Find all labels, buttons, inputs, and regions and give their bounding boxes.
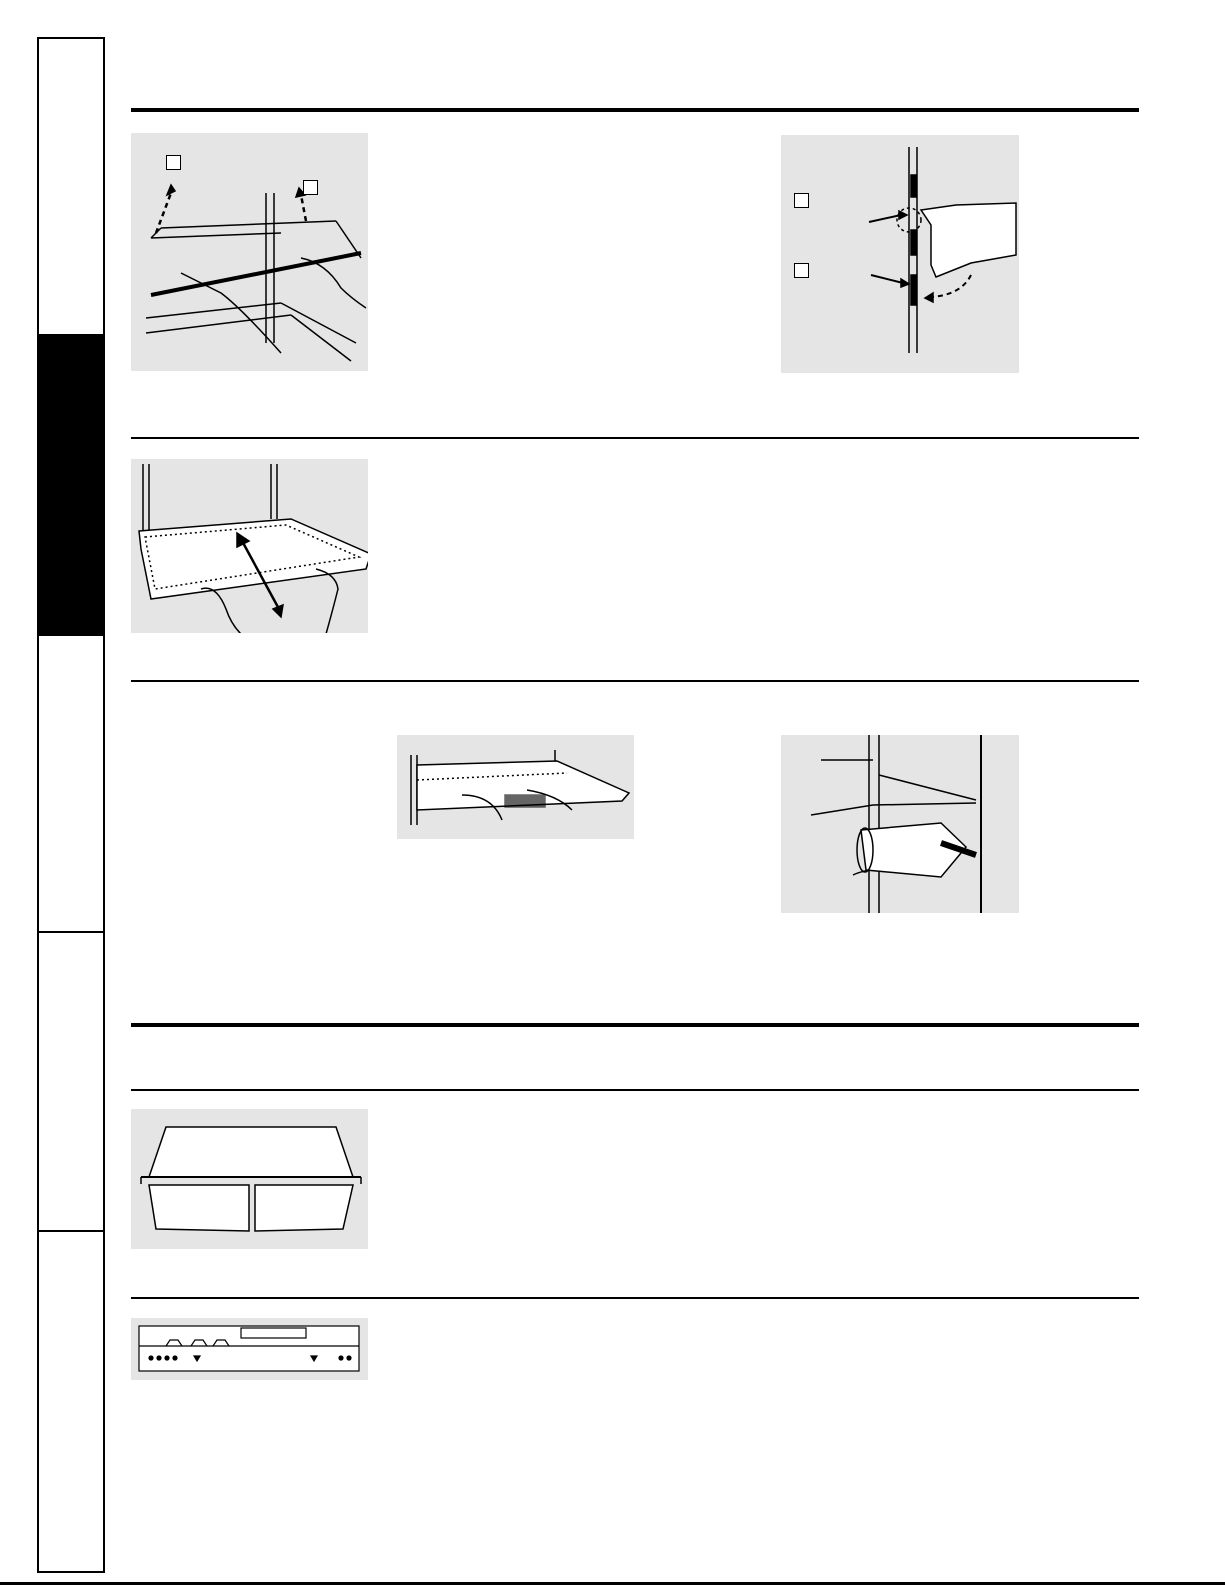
side-tab-1[interactable]	[39, 39, 103, 336]
humidity-control-illustration	[131, 1318, 368, 1380]
slide-out-shelf-illustration	[131, 459, 368, 633]
section-rule-slide-out	[131, 437, 1139, 439]
side-tab-3[interactable]	[39, 636, 103, 933]
section-rule-quick-space	[131, 680, 1139, 682]
side-tab-5[interactable]	[39, 1232, 103, 1571]
section-rule-humidity	[131, 1297, 1139, 1299]
quick-space-shelf-illustration	[397, 735, 634, 839]
wine-rack-illustration	[781, 735, 1019, 913]
shelf-hook-detail-illustration	[781, 135, 1019, 373]
section-rule-shelves	[131, 108, 1139, 112]
callout-box-step-1	[166, 155, 181, 170]
callout-box-step-2	[303, 180, 318, 195]
callout-box-lower-hook	[794, 263, 809, 278]
side-tab-navigation	[37, 37, 105, 1573]
crisper-drawers-illustration	[131, 1109, 368, 1249]
section-rule-drawers	[131, 1023, 1139, 1027]
side-tab-4[interactable]	[39, 933, 103, 1232]
side-tab-2-active[interactable]	[39, 336, 103, 636]
callout-box-upper-hook	[794, 193, 809, 208]
section-rule-crisper	[131, 1089, 1139, 1091]
